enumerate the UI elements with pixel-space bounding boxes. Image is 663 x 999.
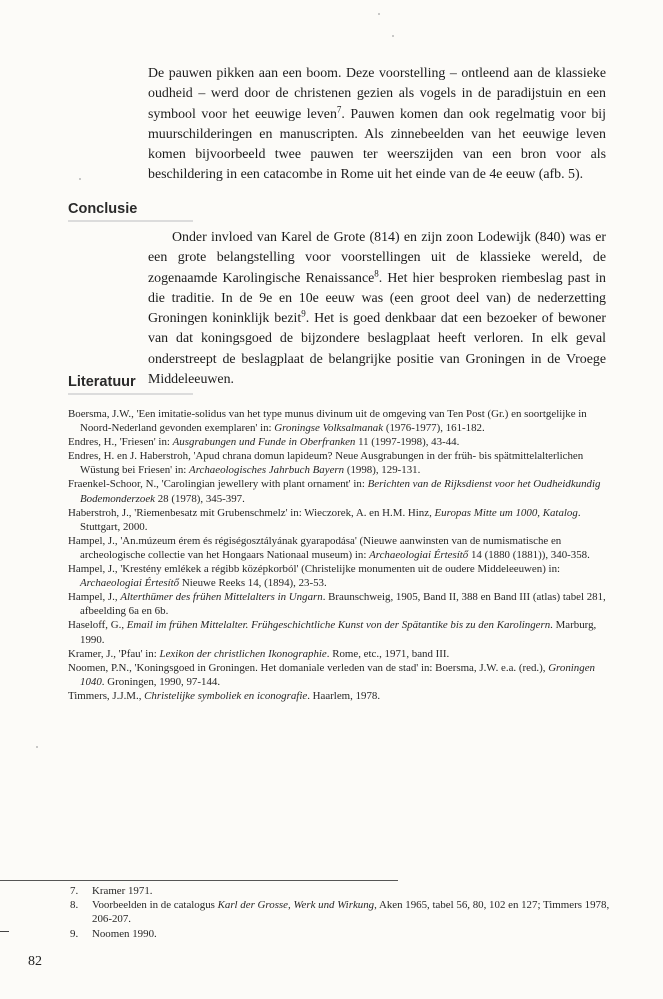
italic-title: Europas Mitte um 1000, Katalog <box>434 506 578 519</box>
italic-title: Groningse Volksalmanak <box>274 422 384 435</box>
italic-title: Alterthümer des frühen Mittelalters in Ungarn <box>120 591 323 604</box>
footnote <box>70 898 615 926</box>
paper-speck <box>392 35 394 37</box>
page-number: 82 <box>28 954 42 969</box>
text-run: Haberstroh, J., 'Riemenbesatz mit Grubenschmelz' in: Wieczorek, A. en H.M. Hinz, <box>68 506 435 519</box>
text-run: Endres, H., 'Friesen' in: <box>68 436 173 449</box>
text-run: Hampel, J., 'Krestény emlékek a régibb középkorból' (Christelijke monumenten uit de oudere Middeleeuwen) in: <box>68 563 561 576</box>
italic-title: Karl der Grosse, Werk und Wirkung <box>217 899 375 912</box>
paper-speck <box>36 746 38 748</box>
text-run: Kramer, J., 'Pfau' in: <box>68 647 160 660</box>
intro-text <box>148 64 606 186</box>
text-run: Boersma, J.W., 'Een imitatie-solidus van het type munus divinum uit de omgeving van Ten Post (Gr.) en soortgelijke in Noord-Nederland gevonden exemplaren' in: <box>68 408 587 435</box>
paper-speck <box>79 178 81 180</box>
text-run: . Groningen, 1990, 97-144. <box>101 675 221 688</box>
text-run: Haseloff, G., <box>68 619 127 632</box>
text-run: De pauwen pikken aan een boom. Deze voorstelling – ontleend aan de klassieke oudheid – werd door de christenen gezien als vogels in de paradijstuin en een symbool voor het eeuwige leven <box>148 66 606 122</box>
text-run: Hampel, J., <box>68 591 121 604</box>
text-run: . Braunschweig, 1905, Band II, 388 en Band III (atlas) tabel 281, afbeelding 6a en 6b. <box>80 591 606 618</box>
text-run: . Rome, etc., 1971, band III. <box>326 647 450 660</box>
reference-entry <box>68 689 613 703</box>
reference-entry <box>68 407 613 435</box>
italic-title: Christelijke symboliek en iconografie <box>144 689 308 702</box>
reference-entry <box>68 506 613 534</box>
text-run: (1976-1977), 161-182. <box>383 422 485 435</box>
reference-entry <box>68 477 613 505</box>
footnote-number: 8. <box>70 899 79 912</box>
footnote <box>70 884 615 898</box>
reference-entry <box>68 618 613 646</box>
reference-entry <box>68 661 613 689</box>
italic-title: Email im frühen Mittelalter. Frühgeschichtliche Kunst von der Spätantike bis zu den Karolingern <box>126 619 551 632</box>
footnote-number: 9. <box>70 927 79 940</box>
text-run: Voorbeelden in de catalogus <box>92 899 218 912</box>
text-run: (1998), 129-131. <box>344 464 421 477</box>
text-run: Noomen 1990. <box>92 927 157 940</box>
text-run: . Stuttgart, 2000. <box>80 506 581 533</box>
footnote-reference: 7 <box>336 103 342 114</box>
italic-title: Groningen 1040 <box>80 661 595 688</box>
footnote-text <box>92 898 615 926</box>
paper-speck <box>378 13 380 15</box>
text-run: . Marburg, 1990. <box>80 619 597 646</box>
italic-title: Archaeologisches Jahrbuch Bayern <box>189 464 345 477</box>
reference-entry <box>68 449 613 477</box>
footnote-text <box>92 884 615 898</box>
text-run: 11 (1997-1998), 43-44. <box>355 436 460 449</box>
text-run: Timmers, J.J.M., <box>68 689 145 702</box>
reference-list <box>68 407 613 703</box>
footnote <box>70 927 615 941</box>
reference-entry <box>68 647 613 661</box>
text-run: 28 (1978), 345-397. <box>155 492 245 505</box>
conclusion-heading: Conclusie <box>68 201 193 222</box>
reference-entry <box>68 562 613 590</box>
footnote-list <box>70 884 615 941</box>
margin-mark <box>0 931 9 932</box>
text-run: . Het hier besproken riembeslag past in die traditie. In de 9e en 10e eeuw was (een groot deel van) de nederzetting Groningen koninklijk bezit <box>148 270 606 327</box>
footnote-text <box>92 927 615 941</box>
intro-paragraph <box>148 64 606 186</box>
conclusion-paragraph <box>148 228 606 390</box>
text-run: Noomen, P.N., 'Koningsgoed in Groningen. Het domaniale verleden van de stad' in: Boersma, J.W. e.a. (red.), <box>68 661 549 674</box>
italic-title: Archaeologiai Értesítő <box>80 577 180 590</box>
text-run: Kramer 1971. <box>92 885 153 897</box>
footnote-reference: 9 <box>301 308 306 319</box>
text-run: Onder invloed van Karel de Grote (814) en zijn zoon Lodewijk (840) was er een grote belangstelling voor voorstellingen uit de klassieke wereld, de zogenaamde Karolingische Renaissance <box>148 230 606 286</box>
reference-entry <box>68 435 613 449</box>
literature-heading: Literatuur <box>68 374 193 395</box>
reference-entry <box>68 590 613 618</box>
text-run: . Haarlem, 1978. <box>307 689 381 702</box>
italic-title: Lexikon der christlichen Ikonographie <box>159 647 327 660</box>
footnote-number: 7. <box>70 885 79 897</box>
text-run: 14 (1880 (1881)), 340-358. <box>468 548 590 561</box>
text-run: . Het is goed denkbaar dat een bezoeker of bewoner van dat koningsgoed de bijzondere beslagplaat heeft verloren. In elk geval onderstreept de beslagplaat de belangrijke positie van Groningen in de Vroege Middeleeuwen. <box>148 311 606 388</box>
text-run: Hampel, J., 'An.múzeum érem és régiségosztályának gyarapodása' (Nieuwe aanwinsten van de numismatische en archeologische collectie van het Hongaars Nationaal museum) in: <box>68 534 562 561</box>
text-run: Endres, H. en J. Haberstroh, 'Apud chrana domun lapideum? Neue Ausgrabungen in der früh- bis spätmittelalterlichen Wüstung bei Friesen' in: <box>68 450 584 477</box>
text-run: . Pauwen komen dan ook regelmatig voor bij muurschilderingen en manuscripten. Als zinnebeelden van het eeuwige leven komen bijvoorbeeld twee pauwen ter weerszijden van een bron voor als beschildering in een catacombe in Rome uit het einde van de 4e eeuw (afb. 5). <box>148 106 606 183</box>
footnote-divider <box>0 880 398 881</box>
italic-title: Berichten van de Rijksdienst voor het Oudheidkundig Bodemonderzoek <box>80 478 601 505</box>
text-run: Fraenkel-Schoor, N., 'Carolingian jewellery with plant ornament' in: <box>68 478 368 491</box>
footnote-reference: 8 <box>374 267 379 278</box>
italic-title: Ausgrabungen und Funde in Oberfranken <box>172 436 356 449</box>
italic-title: Archaeologiai Értesítő <box>369 548 469 561</box>
text-run: Nieuwe Reeks 14, (1894), 23-53. <box>179 577 327 590</box>
text-run: , Aken 1965, tabel 56, 80, 102 en 127; Timmers 1978, 206-207. <box>92 899 610 926</box>
conclusion-text <box>148 228 606 390</box>
reference-entry <box>68 534 613 562</box>
